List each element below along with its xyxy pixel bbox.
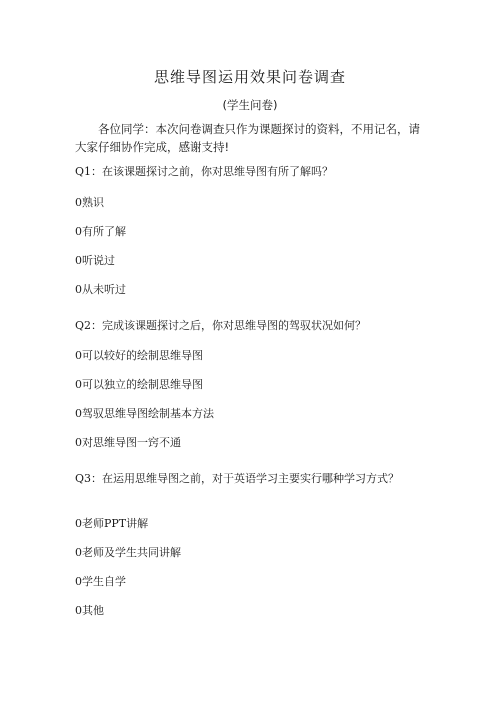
q1-option-3[interactable]: 0听说过 (75, 254, 115, 267)
q2-option-4[interactable]: 0对思维导图一窍不通 (75, 436, 181, 449)
q2-option-3[interactable]: 0驾驭思维导图绘制基本方法 (75, 407, 214, 420)
question-3: Q3：在运用思维导图之前，对于英语学习主要实行哪种学习方式？ (75, 472, 400, 485)
document-title: 思维导图运用效果问卷调查 (153, 68, 346, 86)
q3-option-2[interactable]: 0老师及学生共同讲解 (75, 546, 181, 559)
q3-option-3[interactable]: 0学生自学 (75, 575, 126, 588)
q2-option-2[interactable]: 0可以独立的绘制思维导图 (75, 378, 203, 391)
q1-option-1[interactable]: 0熟识 (75, 196, 104, 209)
document-subtitle: (学生问卷) (222, 98, 278, 112)
q1-option-4[interactable]: 0从未听过 (75, 283, 126, 296)
question-1: Q1：在该课题探讨之前，你对思维导图有所了解吗？ (75, 165, 334, 178)
q1-option-2[interactable]: 0有所了解 (75, 225, 126, 238)
q3-option-1[interactable]: 0老师PPT讲解 (75, 517, 149, 530)
question-2: Q2：完成该课题探讨之后，你对思维导图的驾驭状况如何？ (75, 319, 367, 332)
intro-paragraph: 各位同学：本次问卷调查只作为课题探讨的资料，不用记名，请大家仔细协作完成，感谢支持! (75, 122, 420, 154)
q3-option-4[interactable]: 0其他 (75, 604, 104, 617)
q2-option-1[interactable]: 0可以较好的绘制思维导图 (75, 349, 203, 362)
